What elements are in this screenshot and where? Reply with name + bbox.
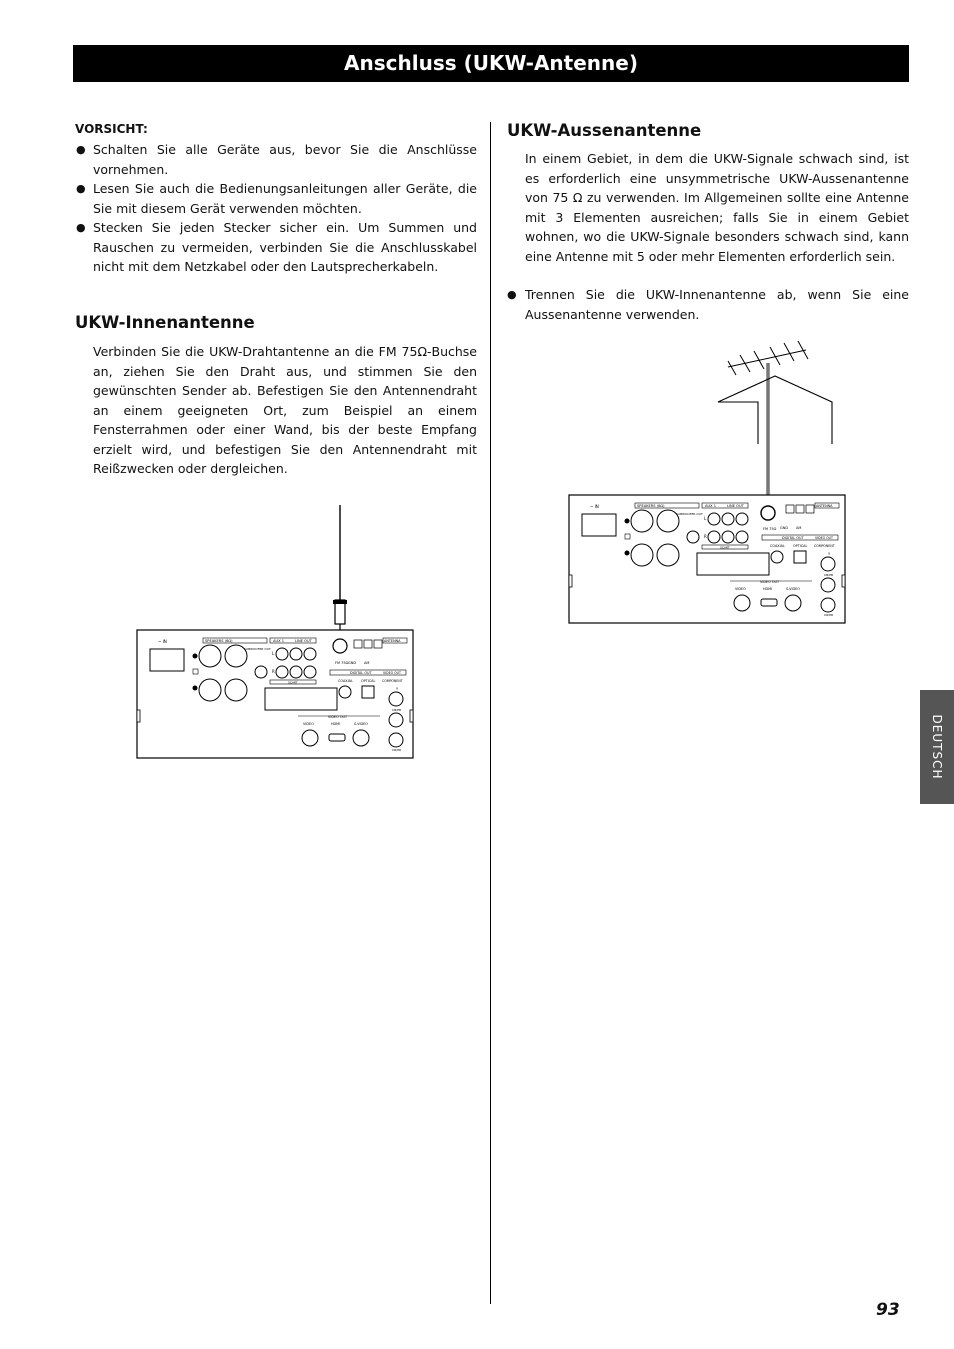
- outdoor-note-text: Trennen Sie die UKW-Innenantenne ab, wenn Sie eine Aussenantenne verwenden.: [525, 287, 909, 322]
- component-label: COMPONENT: [382, 679, 403, 683]
- video-out-small-label: VIDEO OUT: [383, 671, 401, 675]
- hdmi-label: HDMI: [331, 722, 341, 726]
- caution-list: [75, 140, 477, 277]
- coaxial-label: COAXIAL: [770, 544, 785, 548]
- speakers-label: SPEAKERS (6Ω): [205, 639, 233, 643]
- l-label: L: [704, 516, 707, 521]
- caution-item: ● Stecken Sie jeden Stecker sicher ein. Um Summen und Rauschen zu vermeiden, verbinden Sie die Anschlusskabel nicht mit dem Netzkabel oder den Lautsprecherkabeln.: [75, 218, 477, 277]
- r-label: R: [272, 669, 275, 674]
- ac-in-label: ~ IN: [590, 504, 599, 509]
- optical-label: OPTICAL: [793, 544, 808, 548]
- video-out-label: VIDEO OUT: [328, 715, 348, 719]
- ac-in-label: ~ IN: [158, 639, 167, 644]
- fm-label: FM 75Ω: [335, 661, 349, 665]
- y-label: Y: [396, 687, 399, 691]
- scart-label: SCART: [720, 545, 730, 550]
- language-tab-label: DEUTSCH: [930, 714, 944, 780]
- s-video-label: S-VIDEO: [786, 587, 800, 591]
- house-shape: [720, 402, 762, 443]
- line-out-label: LINE OUT: [295, 639, 312, 643]
- caution-item: ● Schalten Sie alle Geräte aus, bevor Sie die Anschlüsse vornehmen.: [75, 140, 477, 179]
- fm-jack: [761, 506, 775, 520]
- coaxial-label: COAXIAL: [338, 679, 353, 683]
- indoor-text: Verbinden Sie die UKW-Drahtantenne an die FM 75Ω-Buchse an, ziehen Sie den Draht aus, und stimmen Sie den gewünschten Sender ab. Befestigen Sie den Antennendraht an einem geeigneten Ort, zum Beispiel an einem Fensterrahmen oder einer Wand, bis der beste Empfang erzielt wird, und befestigen Sie den Antennendraht mit Reißzwecken oder dergleichen.: [93, 344, 477, 476]
- y-label: Y: [828, 552, 831, 556]
- digital-out-label: DIGITAL OUT: [350, 671, 372, 675]
- digital-out-label: DIGITAL OUT: [782, 536, 804, 540]
- fm-label: FM 75Ω: [763, 527, 777, 531]
- antenna-label: ANTENNA: [384, 639, 401, 643]
- antenna-label: ANTENNA: [816, 504, 833, 508]
- gnd-label: GND: [780, 526, 789, 530]
- scart-label: SCART: [288, 680, 298, 685]
- video-label: VIDEO: [735, 587, 746, 591]
- house-outline: [722, 377, 762, 443]
- cbpb-label: CB/PB: [392, 708, 402, 712]
- gnd-label: GND: [348, 661, 357, 665]
- hdmi-label: HDMI: [763, 587, 773, 591]
- crpr-label: CR/PR: [392, 748, 402, 752]
- column-divider: [490, 122, 491, 1304]
- language-tab: [920, 690, 954, 804]
- fm-jack: [333, 639, 347, 653]
- s-video-label: S-VIDEO: [354, 722, 368, 726]
- optical-label: OPTICAL: [361, 679, 376, 683]
- house-icon: [720, 387, 762, 443]
- aux-label: AUX 1: [705, 504, 716, 508]
- crpr-label: CR/PR: [824, 613, 834, 617]
- outdoor-heading: UKW-Aussenantenne: [507, 121, 702, 140]
- am-label: AM: [796, 526, 802, 530]
- ac-socket: [150, 649, 184, 671]
- subwoofer-label: SUBWOOFER OUT: [676, 512, 703, 516]
- l-label: L: [272, 651, 275, 656]
- speakers-label: SPEAKERS (6Ω): [637, 504, 665, 508]
- subwoofer-label: SUBWOOFER OUT: [244, 647, 271, 651]
- ac-socket: [582, 514, 616, 536]
- outdoor-text: In einem Gebiet, in dem die UKW-Signale schwach sind, ist es erforderlich eine unsymmetrische UKW-Aussenantenne von 75 Ω zu verwenden. Im Allgemeinen sollte eine Antenne mit 3 Elementen ausreichen; falls Sie in einem Gebiet wohnen, wo die UKW-Signale besonders schwach sind, kann eine Antenne mit 5 oder mehr Elementen erforderlich sein.: [525, 151, 909, 264]
- aux-label: AUX 1: [273, 639, 284, 643]
- bullet-icon: ●: [507, 288, 517, 301]
- component-label: COMPONENT: [814, 544, 835, 548]
- video-label: VIDEO: [303, 722, 314, 726]
- page-number: 93: [876, 1300, 900, 1320]
- r-label: R: [704, 534, 707, 539]
- caution-item: ● Lesen Sie auch die Bedienungsanleitungen aller Geräte, die Sie mit diesem Gerät verwenden möchten.: [75, 179, 477, 218]
- outdoor-note: [507, 285, 909, 324]
- page-title: Anschluss (UKW-Antenne): [73, 45, 909, 82]
- cbpb-label: CB/PB: [824, 573, 834, 577]
- caution-label: VORSICHT:: [75, 122, 148, 136]
- am-label: AM: [364, 661, 370, 665]
- video-out-label: VIDEO OUT: [760, 580, 780, 584]
- line-out-label: LINE OUT: [727, 504, 744, 508]
- video-out-small-label: VIDEO OUT: [815, 536, 833, 540]
- indoor-antenna-diagram: [130, 500, 420, 762]
- scart-connector: [697, 553, 769, 575]
- indoor-heading: UKW-Innenantenne: [75, 313, 255, 332]
- scart-connector: [265, 688, 337, 710]
- outdoor-antenna-diagram: [562, 335, 852, 630]
